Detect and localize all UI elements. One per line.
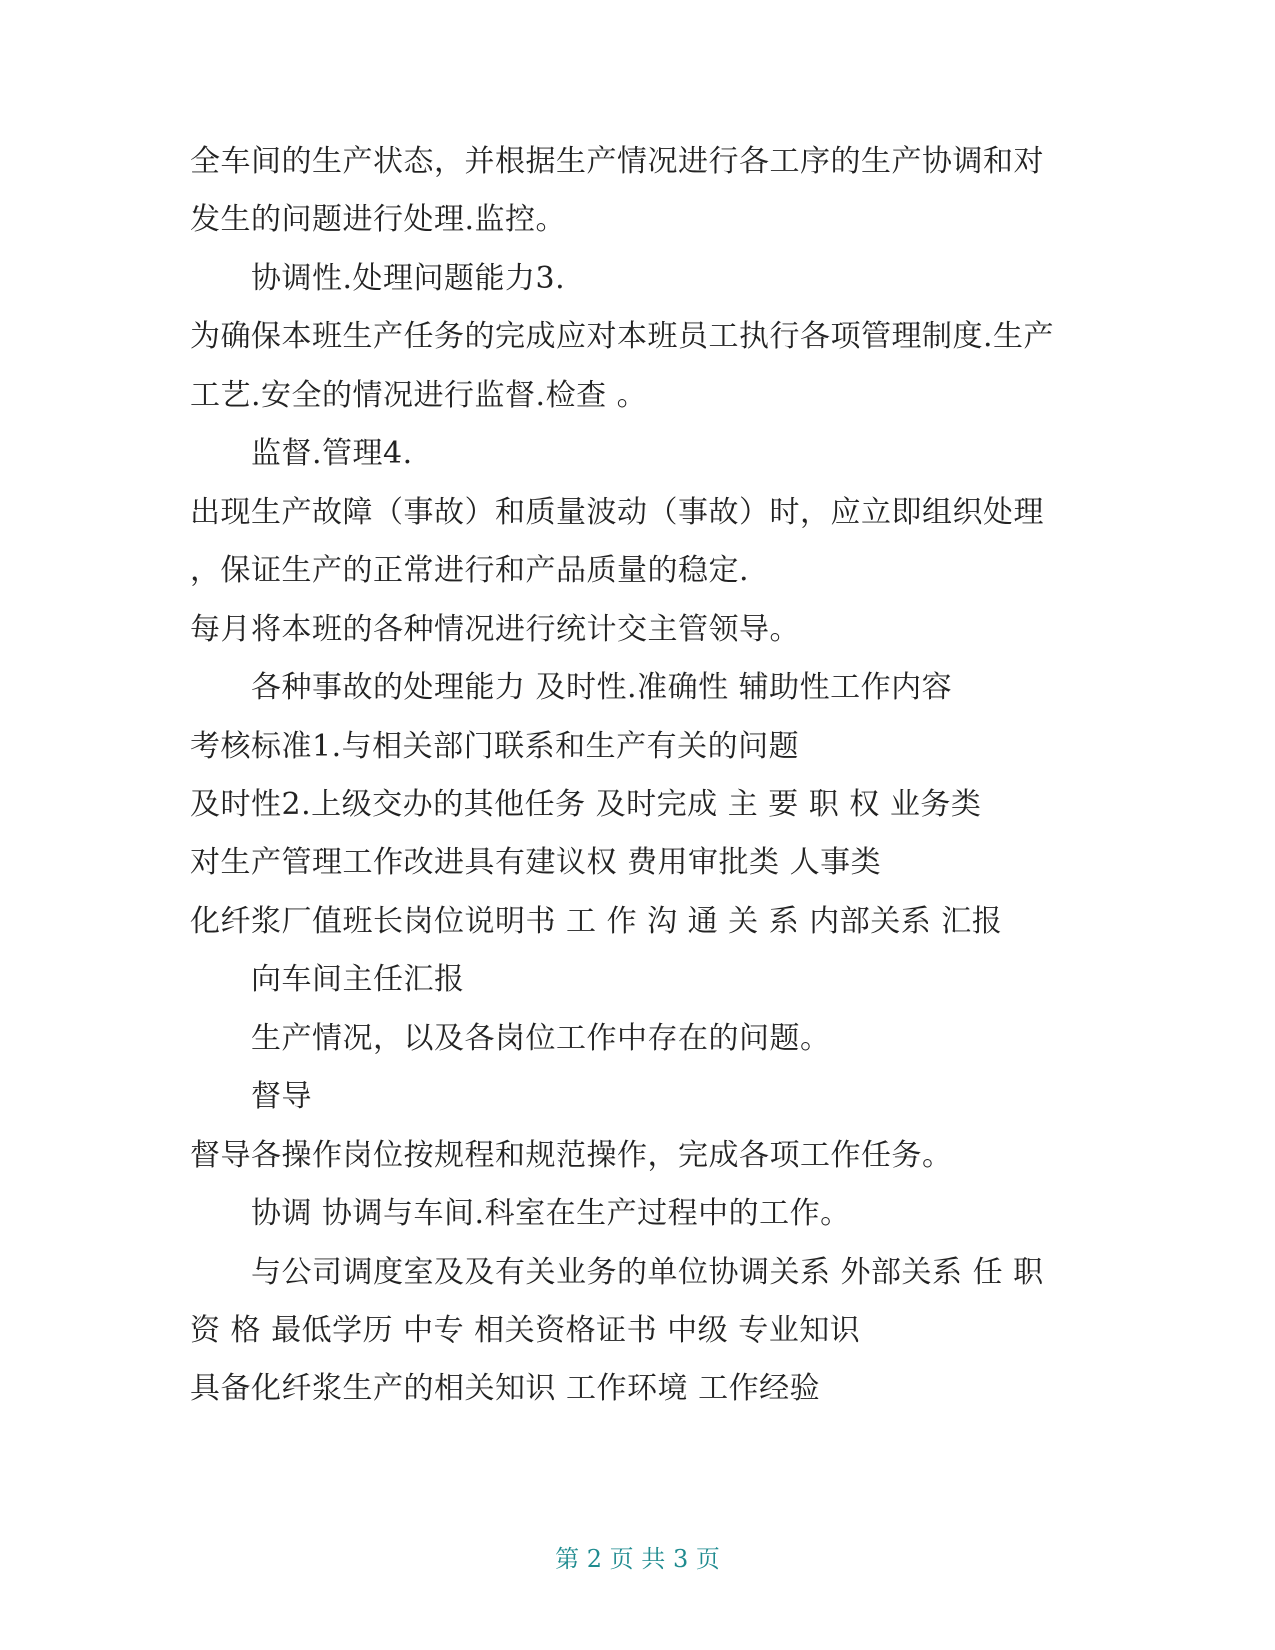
text-line-15: 向车间主任汇报 <box>251 962 465 997</box>
text-line-12: 及时性2.上级交办的其他任务 及时完成 主 要 职 权 业务类 <box>190 787 982 822</box>
text-line-2: 发生的问题进行处理.监控。 <box>190 202 567 237</box>
text-line-5: 工艺.安全的情况进行监督.检查 。 <box>190 378 648 413</box>
text-line-7: 出现生产故障（事故）和质量波动（事故）时，应立即组织处理 <box>190 495 1044 530</box>
text-line-6: 监督.管理4. <box>251 436 413 471</box>
text-line-14: 化纤浆厂值班长岗位说明书 工 作 沟 通 关 系 内部关系 汇报 <box>190 904 1003 939</box>
text-line-3: 协调性.处理问题能力3. <box>251 261 566 296</box>
text-line-9: 每月将本班的各种情况进行统计交主管领导。 <box>190 612 800 647</box>
text-line-10: 各种事故的处理能力 及时性.准确性 辅助性工作内容 <box>251 670 953 705</box>
text-line-11: 考核标准1.与相关部门联系和生产有关的问题 <box>190 729 800 764</box>
text-line-8: ，保证生产的正常进行和产品质量的稳定. <box>190 553 750 588</box>
text-line-20: 与公司调度室及及有关业务的单位协调关系 外部关系 任 职 <box>251 1255 1044 1290</box>
text-line-21: 资 格 最低学历 中专 相关资格证书 中级 专业知识 <box>190 1313 861 1348</box>
text-line-13: 对生产管理工作改进具有建议权 费用审批类 人事类 <box>190 845 882 880</box>
page-number-footer: 第 2 页 共 3 页 <box>555 1545 720 1573</box>
text-line-22: 具备化纤浆生产的相关知识 工作环境 工作经验 <box>190 1371 821 1406</box>
text-line-4: 为确保本班生产任务的完成应对本班员工执行各项管理制度.生产 <box>190 319 1055 354</box>
text-line-19: 协调 协调与车间.科室在生产过程中的工作。 <box>251 1196 851 1231</box>
text-line-17: 督导 <box>251 1079 312 1114</box>
text-line-16: 生产情况，以及各岗位工作中存在的问题。 <box>251 1021 831 1056</box>
text-line-1: 全车间的生产状态，并根据生产情况进行各工序的生产协调和对 <box>190 144 1044 179</box>
text-line-18: 督导各操作岗位按规程和规范操作，完成各项工作任务。 <box>190 1138 953 1173</box>
